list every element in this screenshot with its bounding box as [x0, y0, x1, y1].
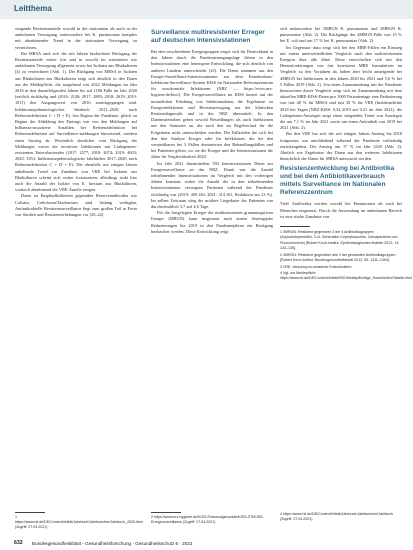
footnote-1: 1 3MRGN: Resistent gegenüber 3 der 4 Antibiotikagruppen (Acylureidopenicillin, 3./4. Generation Cephalosporine, Carbapeneme und Fluorchinolone) [Robert Koch-Institut, Epidemiologisches Bulletin 2012; 13: 133–135].	[280, 230, 400, 251]
left-paragraph-3: Daten zu Empfindlichkeiten gegenüber Reserveantibiotika wie Colistin, Ceftolozan/Tazobactam sind bislang verfügbar, Antimikrobielle Resistenzsurveillance liegt zum großen Teil in Form von Studien und Resistenzerhebungen vor [20–22].	[15, 193, 137, 218]
bottom-note-middle-text: 2 https://www.nrz-hygiene.de/KISS-Erfassungsmodule/KISS-ITS/KISS-Erregersurveillance (Zugriff: 27.04.2021)	[151, 515, 264, 524]
bottom-note-divider	[15, 512, 45, 513]
bottom-note-middle	[151, 512, 269, 525]
footnote-3: 3 VRE: Vancomycin-resistente Enterokokken	[280, 264, 352, 269]
section-heading-intensive-care: Surveillance multiresistenter Erreger auf deutschen Intensivstationen	[151, 29, 265, 44]
footnote-2: 2 4MRGN: Resistent gegenüber alle 4 der genannten Antibiotikagruppen [Robert Koch-Institut, Bundesgesundheitsblatt 2012; 55: 1311–1354].	[280, 252, 396, 263]
middle-paragraph-2: Im Jahr 2021 übermittelten 593 Intensivstationen Daten zur Erregersurveillance an das NRZ. Damit war die Anzahl teilnehmender Intensivstationen im Vergleich mit den vorherigen Jahren konstant, wobei die Anzahl der in den teilnehmenden Intensivstationen versorgten Patienten während der Pandemie rückläufig war (2019: 409.146; 2021: 314.161, Reduktion um 23 %). Im selben Zeitraum stieg die mittlere Liegedauer der Patienten von durchschnittlich 3,7 auf 4,6 Tage.	[151, 160, 273, 210]
left-paragraph-1: steigende Resistenzanteile sowohl in der stationären als auch in der ambulanten Versorgung, insbesondere bei K. pneumoniae komplex mit abnehmender Trend in der stationären Versorgung zu verzeichnen.	[15, 26, 137, 50]
page-number: 632	[14, 540, 23, 546]
right-paragraph-4: Viele Antibiotika werden sowohl bei Pneumonien als auch bei Menschen eingesetzt. Durch die Anwendung im ambulanten Bereich ist eine starke Zunahme von	[280, 201, 402, 219]
section-label: Leitthema	[14, 4, 52, 13]
bottom-note-left	[15, 512, 143, 530]
bottom-note-right	[280, 512, 398, 522]
footnote-divider	[280, 226, 310, 227]
right-paragraph-2: Im Gegensatz dazu zeigt sich bei den MRE-Fällen ein Einstieg mit einem unterschiedlichen Vergleich nach den multiresistenten Erregern über alle Jahre. Diese entwickelten sich mit den Herausforderungen von fast konsistent MRE kumulativen im Vergleich zu den Vorjahren ab, haben aber leicht ansteigende bei 4MRGN bei Infektionen in den Jahren 2020 bis 2021 und 5,6 % bei 5 Fällen 2019 (Abb. 2). Um einen Zusammenhang mit der Pandemie hinzuweisen dieser Vergleich zeigt sich im Zusammenhang mit dem aktuellen MRE-KISS-Daten pro 1000 Patiententage eine Reduzierung von fast 40 % für MRSA und fast 30 % für VRE (Inzidenzdichte 2018 bei Tagen (NRZ-KISS: 0,34 2019 auf 0,21 im Jahr 2021), die Carbapenem-Ansteigen zeigt einen steigenden Trend von Anstiegen die um 7,1 % im Jahr 2021 sowie um einen Aufenthalt von 2019 bei 2021 (Abb. 2).	[280, 44, 402, 131]
page-footer	[0, 538, 413, 550]
left-paragraph-2: Bei MRSA sank sich der seit Jahren beobachtete Rückgang der Resistenzanteile weiter fort und in sowohl im stationären wie ambulanten Versorgung allgemein sowie bei Isolaten aus Blutkulturen [4] zu verzeichnen (Abb. 1). Der Rückgang von MRSA in Isolaten aus Blutkulturen aus Blutkulturen zeigt sich deutlich in den Daten aus der Meldepflicht, die ausgehend von 2022 Meldungen im Jahr 2016 in den darauffolgenden Jahren bis auf 1186 Fälle im Jahr 2020 (zeitlich rückläufig und (2016: 2126; 2017: 2883; 2018: 2619; 2019: 1811) den Ausgangswert von 2016 zurückgegangen sind. Infektionsepidemiologisches Jahrbuch 2011–2020, nach Referenzdefinition C + D + E). Am Beginn der Pandemie, gleich zu Beginn der Abbildung des Eintrags war von den Meldungen auf Influenza-assoziierte Anzahlen bei Referenzdefinition bei Referenzdefinition auf Surveillance-meldungen hinweisend, sondern einen Anstieg ab. Wesentlich deutlicher vom Rückgang der Meldungen waren die invasiven Infektionen mit Carbapenem-resistenten Enterobacterales (2017: 2577; 2018: 4074; 2019: 4603; 2020: 3353; Infektionsepidemiologische Jahrbücher 2017–2020, nach Referenzdefinition C + D + E). Der ebenfalls seit einigen Jahren anhaltende Trend zur Zunahme von VRE bei Isolaten aus Blutkulturen scheint sich weiter fortzusetzen, allerdings sinkt hier auch die Anzahl der Isolate von E. faecium aus Blutkulturen, wodurch abnehmend die VRE-Anteile steigen.	[15, 50, 137, 193]
bottom-note-right-text: 4 https://www.rki.de/DE/Content/Infekt/Jahrbuch/Jahrbuecher/Jahrbuch (Zugriff: 27.04.2021)	[280, 512, 394, 521]
bottom-note-left-text: 1 https://www.rki.de/DE/Content/Infekt/Jahrbuch/Jahrbuecher/Jahrbuch_2020.html (Zugriff: 27.04.2021)	[15, 515, 143, 529]
column-left	[15, 26, 137, 218]
journal-name: Bundesgesundheitsblatt - Gesundheitsforschung - Gesundheitsschutz 6 · 2022	[32, 541, 193, 546]
right-paragraph-1: sich insbesondere bei 3MRGN K. pneumoniae und 3MRGN K. pneumoniae (Abb. 2). Die Rückgänge der 4MRGN-Fälle von 15 % bei E. coli und um 17 % bei K. pneumoniae (Abb. 2).	[280, 26, 402, 44]
column-right	[280, 26, 413, 283]
column-middle	[151, 26, 273, 235]
footnote-4: 4 Vgl. zur Meldepflicht: https://www.rki.de/DE/Content/Infekt/IfSG/Meldepflichtige_Krankheiten/Tabelle.html	[280, 270, 413, 281]
footnotes	[280, 226, 413, 282]
right-paragraph-3: Bei den VRE hat sich der seit einigen Jahren Anstieg bis 2018 fortgesetzt, um anschließend während der Pandemie vollständig zurückzugehen. Der Anstieg um 17 % im Jahr 2020 (Abb. 2). Ähnlich wie Ergebnisse der Daten aus den weiteren Infektionen hinsichtlich der Daten für MRSA untersucht werden.	[280, 131, 402, 162]
header-band	[0, 0, 413, 19]
section-heading-resistance: Resistenzentwicklung bei Antibiotika und bei dem Antibiotikaverbrauch mittels Surveillance im Nationalen Referenzzentrum	[280, 165, 395, 197]
middle-paragraph-1: Bei den verschiedenen Erregergruppen zeigte sich für Deutschland in den Jahren durch die Pandemieausgangslage Jahren in den Intensivstationen eine heterogene Entwicklung, die sich deutlich von anderen Ländern unterscheidet [25]. Die Daten stammen aus den Erreger-Surveillance-Intensivstationen aus dem Krankenhaus-Infektions-Surveillance-System KISS im Nationalen Referenzzentrum für nosokomiale Infektionen (NRZ — https://www.nrz-hygiene.de/kiss/). Die Erregersurveillance im KISS basiert auf der monatlichen Erhebung von Infektionsdaten, die Ergebnisse zu Erregerinfektionen und Resistenzvorgang aus der klinischen Routinediagnostik und in das NRZ übermittelt. In den Datenmaterialien geben sowohl Besiedlungen als auch Infektionen mit den Stationen an, die nach den im Regelverlauf für die Folgedaten nicht unterschieden werden. Die Fallzahlen die sich bei den hier Analyse Erreger oder für Infektionen, die bei den vermeidbaren bei 3 Fällen dominierten den Behandlungsfällen und bei Patienten gelten, wo sie die Erreger und der Intensivstationen die Jahre für Vergleichbarkeit 2020.	[151, 49, 273, 160]
middle-paragraph-3: Für die festgelegten Erreger der multiresistenten grammnegativen Erreger (MRGN) kann insgesamt nach einem Anstiegsjahr Reduzierungen bis 2019 in den Pandemiejahren ein Rückgang beobachtet werden. Diese Entwicklung zeigt	[151, 210, 273, 234]
bottom-note-divider	[151, 512, 181, 513]
